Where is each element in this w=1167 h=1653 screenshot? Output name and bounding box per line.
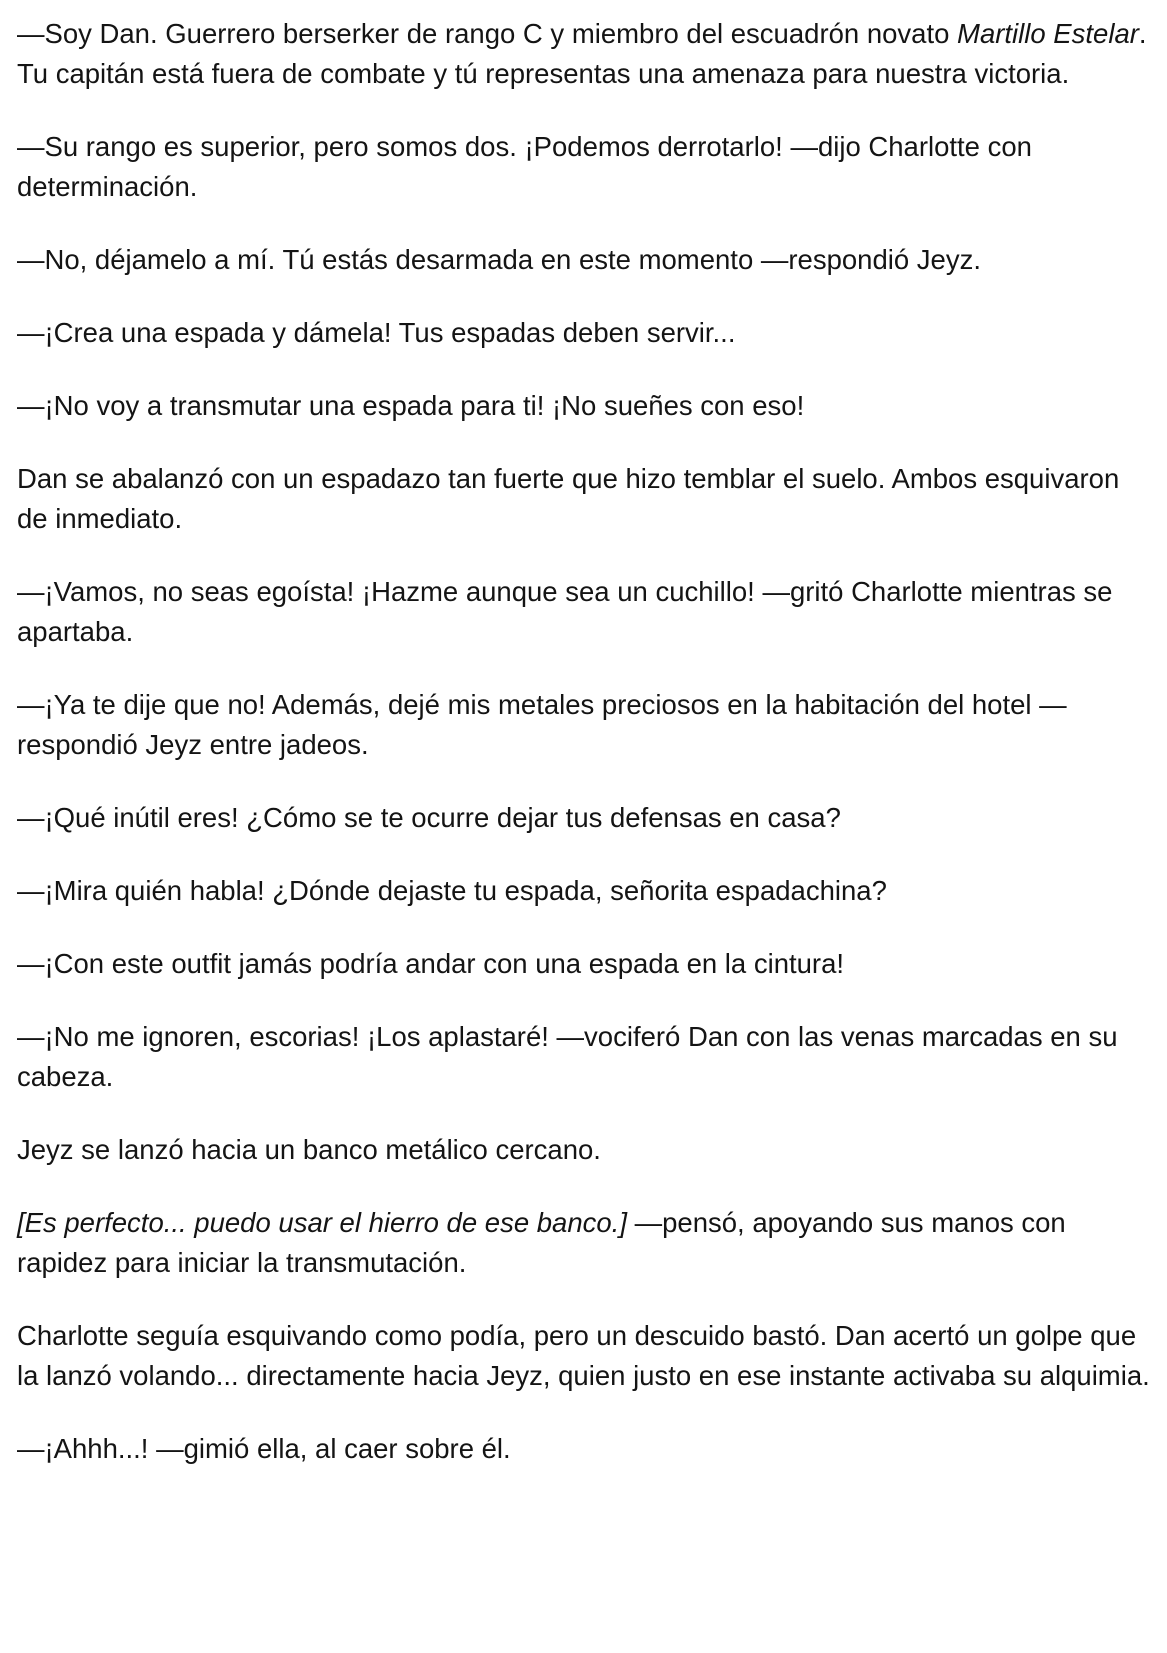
paragraph-5: —¡No voy a transmutar una espada para ti! ¡No sueñes con eso! xyxy=(17,390,805,421)
squad-name-italic: Martillo Estelar xyxy=(957,18,1139,49)
paragraph-11: —¡Con este outfit jamás podría andar con una espada en la cintura! xyxy=(17,948,845,979)
paragraph-8: —¡Ya te dije que no! Además, dejé mis metales preciosos en la habitación del hotel —respondió Jeyz entre jadeos. xyxy=(17,689,1067,760)
paragraph-2: —Su rango es superior, pero somos dos. ¡Podemos derrotarlo! —dijo Charlotte con determinación. xyxy=(17,131,1032,202)
paragraph-1-text-end: . Tu capitán está fuera de combate y tú representas una amenaza para nuestra victoria. xyxy=(17,18,1147,89)
paragraph-15: Charlotte seguía esquivando como podía, pero un descuido bastó. Dan acertó un golpe que la lanzó volando... directamente hacia Jeyz, quien justo en ese instante activaba su alquimia. xyxy=(17,1320,1150,1391)
paragraph-14-text: —pensó, apoyando sus manos con rapidez para iniciar la transmutación. xyxy=(17,1207,1066,1278)
paragraph-13: Jeyz se lanzó hacia un banco metálico cercano. xyxy=(17,1134,601,1165)
paragraph-3: —No, déjamelo a mí. Tú estás desarmada en este momento —respondió Jeyz. xyxy=(17,244,981,275)
thought-italic: [Es perfecto... puedo usar el hierro de ese banco.] xyxy=(17,1207,627,1238)
paragraph-6: Dan se abalanzó con un espadazo tan fuerte que hizo temblar el suelo. Ambos esquivaron de inmediato. xyxy=(17,463,1120,534)
paragraph-1-text: —Soy Dan. Guerrero berserker de rango C y miembro del escuadrón novato xyxy=(17,18,958,49)
paragraph-4: —¡Crea una espada y dámela! Tus espadas deben servir... xyxy=(17,317,736,348)
paragraph-16: —¡Ahhh...! —gimió ella, al caer sobre él. xyxy=(17,1433,511,1464)
document-body xyxy=(17,14,1157,1469)
paragraph-10: —¡Mira quién habla! ¿Dónde dejaste tu espada, señorita espadachina? xyxy=(17,875,887,906)
paragraph-12: —¡No me ignoren, escorias! ¡Los aplastaré! —vociferó Dan con las venas marcadas en su cabeza. xyxy=(17,1021,1118,1092)
paragraph-7: —¡Vamos, no seas egoísta! ¡Hazme aunque sea un cuchillo! —gritó Charlotte mientras se apartaba. xyxy=(17,576,1113,647)
paragraph-14 xyxy=(17,1203,1157,1283)
paragraph-1 xyxy=(17,14,1157,94)
paragraph-9: —¡Qué inútil eres! ¿Cómo se te ocurre dejar tus defensas en casa? xyxy=(17,802,841,833)
